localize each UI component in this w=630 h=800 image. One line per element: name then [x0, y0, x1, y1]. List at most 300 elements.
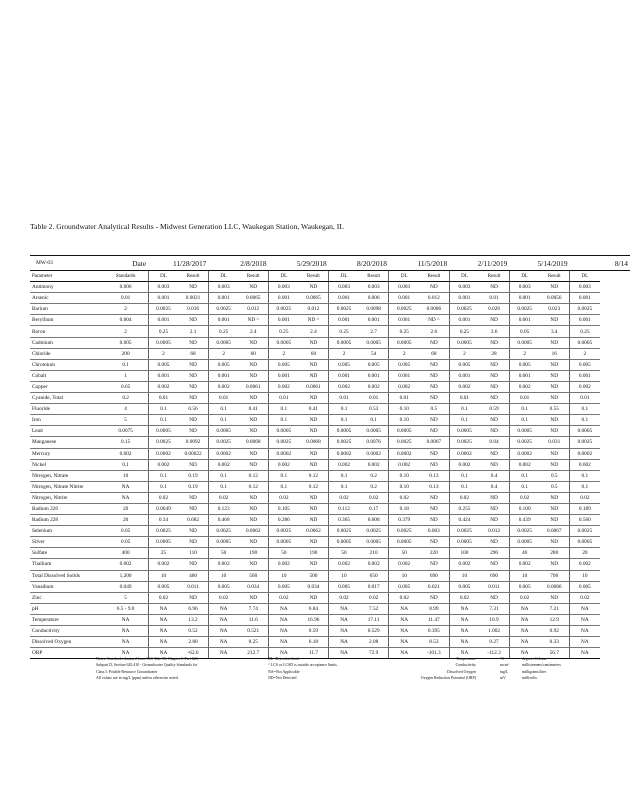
dl-cell: 0.001	[148, 315, 178, 326]
dl-header: DL	[570, 271, 600, 282]
result-cell: ND	[299, 370, 329, 381]
dl-cell: 0.0025	[148, 304, 178, 315]
dl-cell: 0.0025	[389, 526, 419, 537]
dl-cell: 0.005	[509, 359, 539, 370]
result-cell: 0.016	[178, 304, 208, 315]
dl-cell: 0.002	[570, 559, 600, 570]
dl-cell: 50	[269, 548, 299, 559]
dl-header: DL	[509, 271, 539, 282]
result-cell: 0.41	[238, 404, 268, 415]
table-row	[30, 570, 630, 581]
result-cell: 68	[178, 348, 208, 359]
result-cell: ND	[178, 415, 208, 426]
dl-cell: 0.001	[389, 370, 419, 381]
result-cell: 17.11	[359, 614, 389, 625]
parameter-cell: Nitrogen, Nitrite	[30, 492, 104, 503]
note-line: milligrams/liter	[522, 669, 547, 674]
result-cell: ND	[238, 503, 268, 514]
parameter-cell: Radium 228	[30, 515, 104, 526]
dl-cell: 0.0005	[329, 537, 359, 548]
dl-cell: 0.0005	[389, 337, 419, 348]
result-cell: 190	[238, 548, 268, 559]
result-cell: 6.18	[299, 637, 329, 648]
result-cell: 0.034	[238, 581, 268, 592]
standard-cell: 0.006	[104, 282, 149, 293]
result-cell: 0.023	[539, 304, 569, 315]
standard-cell: 5	[104, 415, 149, 426]
dl-cell: 0.0025	[208, 526, 238, 537]
result-cell: ND	[419, 448, 449, 459]
standard-cell: 0.004	[104, 315, 149, 326]
dl-cell: 0.003	[389, 282, 419, 293]
standard-cell: 0.005	[104, 337, 149, 348]
dl-cell: 0.001	[329, 315, 359, 326]
dl-cell: 0.1	[329, 470, 359, 481]
result-cell: ND	[238, 393, 268, 404]
dl-cell: 0.001	[148, 370, 178, 381]
dl-cell: 0.001	[449, 370, 479, 381]
dl-cell: 0.005	[148, 359, 178, 370]
dl-cell: 0.0025	[208, 437, 238, 448]
dl-cell: 0.0002	[570, 448, 600, 459]
result-cell: 8.53	[419, 637, 449, 648]
result-cell: 7.21	[539, 603, 569, 614]
dl-cell: 0.10	[389, 481, 419, 492]
result-cell: ND	[178, 503, 208, 514]
parameter-cell: Boron	[30, 326, 104, 337]
result-cell: ND	[419, 559, 449, 570]
result-cell: ND	[238, 359, 268, 370]
result-cell: 0.2	[359, 470, 389, 481]
dl-cell: 0.25	[570, 326, 600, 337]
result-cell: ND	[479, 537, 509, 548]
dl-cell: 0.02	[509, 592, 539, 603]
dl-cell: 0.0005	[570, 426, 600, 437]
dl-cell: 20	[570, 548, 600, 559]
dl-cell: 0.005	[329, 581, 359, 592]
result-cell: ND	[479, 359, 509, 370]
dl-cell: 0.002	[570, 459, 600, 470]
sample-date: 8/14	[570, 256, 630, 271]
dl-cell: 0.02	[269, 492, 299, 503]
dl-cell: 0.0025	[269, 304, 299, 315]
sample-date: 5/29/2018	[269, 256, 329, 271]
note-line: Temperature	[456, 657, 476, 661]
result-cell: 690	[419, 570, 449, 581]
result-cell: ND	[419, 503, 449, 514]
well-id: MW-03	[30, 256, 104, 271]
sample-date: 2/11/2019	[449, 256, 509, 271]
note-line: Conductivity	[455, 663, 476, 668]
result-header: Result	[539, 271, 569, 282]
dl-cell: 0.0025	[329, 437, 359, 448]
dl-cell: 0.0025	[329, 304, 359, 315]
dl-cell: 0.02	[269, 592, 299, 603]
result-cell: ND	[419, 415, 449, 426]
dl-cell: NA	[389, 648, 419, 659]
result-cell: ND	[178, 282, 208, 293]
result-cell: ND	[419, 537, 449, 548]
dl-cell: 0.34	[148, 515, 178, 526]
dl-cell: 0.379	[389, 515, 419, 526]
table-row	[30, 315, 630, 326]
result-cell: 0.0061	[299, 381, 329, 392]
standard-cell: 5	[104, 592, 149, 603]
result-cell: ND	[419, 592, 449, 603]
parameter-cell: Total Dissolved Solids	[30, 570, 104, 581]
dl-cell: 0.0005	[208, 337, 238, 348]
result-cell: 0.01	[359, 393, 389, 404]
result-cell: 0.2	[359, 481, 389, 492]
result-cell: 0.0021	[178, 293, 208, 304]
dl-cell: 0.001	[509, 370, 539, 381]
result-cell: ND	[178, 492, 208, 503]
dl-cell: NA	[449, 614, 479, 625]
standard-cell: 0.01	[104, 293, 149, 304]
dl-cell: 0.003	[449, 282, 479, 293]
notes-definitions	[96, 656, 199, 682]
table-row	[30, 515, 630, 526]
result-cell: 0.1	[359, 415, 389, 426]
parameter-cell: Vanadium	[30, 581, 104, 592]
result-cell: -101.3	[419, 648, 449, 659]
result-cell: ND	[299, 503, 329, 514]
table-row	[30, 448, 630, 459]
result-cell: 0.001	[359, 370, 389, 381]
dl-cell: 0.003	[269, 282, 299, 293]
dl-cell: 2	[449, 348, 479, 359]
result-cell: 3.6	[479, 326, 509, 337]
dl-cell: 0.123	[208, 503, 238, 514]
dl-cell: NA	[329, 614, 359, 625]
result-cell: 0.59	[299, 626, 329, 637]
table-row	[30, 381, 630, 392]
table-row	[30, 415, 630, 426]
notes-units	[500, 656, 509, 682]
result-cell: ND	[419, 381, 449, 392]
dl-cell: 0.01	[208, 393, 238, 404]
standard-cell: 0.65	[104, 381, 149, 392]
notes-unit-descriptions	[522, 656, 561, 682]
result-cell: 16	[539, 348, 569, 359]
result-cell: 0.00022	[178, 448, 208, 459]
dl-cell: 0.001	[389, 315, 419, 326]
dl-cell: 0.1	[148, 415, 178, 426]
dl-cell: 0.0025	[389, 304, 419, 315]
dl-cell: 0.10	[389, 404, 419, 415]
parameter-cell: Thallium	[30, 559, 104, 570]
table-row	[30, 293, 630, 304]
result-cell: 0.0086	[419, 304, 449, 315]
note-line: Notes: Standards obtained from IAC Title 35, Chapter I, Part 620,	[96, 657, 199, 661]
dl-cell: 0.25	[269, 326, 299, 337]
dl-cell: NA	[208, 637, 238, 648]
parameter-cell: Selenium	[30, 526, 104, 537]
result-cell: ND	[479, 337, 509, 348]
result-cell: 0.011	[479, 581, 509, 592]
result-cell: 650	[359, 570, 389, 581]
result-cell: 0.0005	[359, 537, 389, 548]
result-cell: 0.02	[359, 592, 389, 603]
parameter-cell: Conductivity	[30, 626, 104, 637]
result-cell: ND	[539, 515, 569, 526]
table-row	[30, 592, 630, 603]
result-cell: 212.7	[238, 648, 268, 659]
dl-cell: 0.005	[208, 359, 238, 370]
dl-cell: 0.001	[269, 293, 299, 304]
dl-cell: 0.02	[208, 492, 238, 503]
table-row	[30, 326, 630, 337]
dl-cell: 0.0025	[148, 437, 178, 448]
dl-cell: 0.0025	[449, 437, 479, 448]
result-cell: 0.0068	[238, 437, 268, 448]
result-cell: 16.96	[299, 614, 329, 625]
result-cell: ND	[539, 282, 569, 293]
dl-cell: NA	[269, 603, 299, 614]
dl-cell: 0.001	[208, 293, 238, 304]
dl-cell: NA	[148, 603, 178, 614]
dl-cell: 0.0005	[208, 426, 238, 437]
result-cell: 0.0005	[359, 337, 389, 348]
dl-cell: 0.001	[449, 293, 479, 304]
result-cell: 0.4	[479, 470, 509, 481]
table-row	[30, 537, 630, 548]
standard-cell: 1	[104, 370, 149, 381]
result-cell: ND ^	[238, 315, 268, 326]
result-cell: 0.0065	[238, 293, 268, 304]
result-cell: ND	[299, 515, 329, 526]
dl-cell: 0.0025	[148, 526, 178, 537]
dl-cell: NA	[208, 626, 238, 637]
standard-cell: 0.002	[104, 559, 149, 570]
result-cell: ND	[299, 459, 329, 470]
result-cell: ND	[479, 282, 509, 293]
dl-cell: 0.0005	[329, 426, 359, 437]
dl-cell: NA	[449, 626, 479, 637]
result-cell: 0.5	[539, 470, 569, 481]
dl-cell: 0.02	[570, 492, 600, 503]
dl-cell: 0.001	[269, 315, 299, 326]
result-cell: ND	[539, 559, 569, 570]
result-cell: ND	[299, 559, 329, 570]
dl-cell: 0.005	[269, 581, 299, 592]
dl-cell: NA	[208, 603, 238, 614]
result-cell: ND	[539, 359, 569, 370]
dl-cell: NA	[389, 637, 419, 648]
result-cell: 0.529	[359, 626, 389, 637]
dl-cell: 100	[449, 548, 479, 559]
result-cell: 0.92	[539, 626, 569, 637]
result-cell: 7.52	[359, 603, 389, 614]
table-row	[30, 503, 630, 514]
dl-cell: 0.01	[148, 393, 178, 404]
result-header: Result	[178, 271, 208, 282]
dl-cell: 2	[208, 348, 238, 359]
dl-cell: NA	[208, 648, 238, 659]
dl-cell: 0.0025	[208, 304, 238, 315]
dl-cell: 0.0005	[449, 537, 479, 548]
dl-cell: 0.0005	[509, 337, 539, 348]
parameter-cell: Arsenic	[30, 293, 104, 304]
result-cell: ND	[238, 282, 268, 293]
result-cell: 0.25	[238, 637, 268, 648]
dl-cell: NA	[329, 603, 359, 614]
table-row	[30, 404, 630, 415]
date-header-row	[30, 256, 630, 271]
result-cell: 11.7	[299, 648, 329, 659]
dl-cell: 0.005	[389, 581, 419, 592]
result-cell: ND	[539, 415, 569, 426]
result-cell: ND	[539, 393, 569, 404]
result-header: Result	[419, 271, 449, 282]
dl-cell: 0.01	[570, 393, 600, 404]
dl-cell: NA	[148, 614, 178, 625]
standard-cell: 10	[104, 470, 149, 481]
result-cell: 0.4	[479, 481, 509, 492]
result-cell: 0.0062	[238, 526, 268, 537]
parameter-cell: Manganese	[30, 437, 104, 448]
table-row	[30, 282, 630, 293]
dl-cell: 0.02	[329, 592, 359, 603]
result-cell: 0.0025	[359, 526, 389, 537]
dl-cell: 0.005	[329, 359, 359, 370]
result-cell: ND	[299, 415, 329, 426]
table-row	[30, 348, 630, 359]
dl-cell: 0.0005	[148, 337, 178, 348]
result-cell: 6.84	[299, 603, 329, 614]
dl-cell: 0.002	[449, 559, 479, 570]
parameter-cell: Radium 226	[30, 503, 104, 514]
dl-cell: 2	[509, 348, 539, 359]
dl-cell: 0.002	[449, 459, 479, 470]
parameter-cell: pH	[30, 603, 104, 614]
sample-date: 5/14/2019	[509, 256, 569, 271]
dl-cell: 0.25	[208, 326, 238, 337]
dl-cell: 0.0005	[148, 537, 178, 548]
result-cell: ND	[479, 515, 509, 526]
table-row	[30, 526, 630, 537]
dl-cell: 2	[329, 348, 359, 359]
result-cell: 210	[359, 548, 389, 559]
result-header: Result	[299, 271, 329, 282]
dl-cell: 0.0025	[509, 304, 539, 315]
note-line: ND=Not Detected	[268, 676, 297, 681]
result-cell: 0.13	[419, 470, 449, 481]
standard-cell: NA	[104, 637, 149, 648]
standard-cell: 0.2	[104, 393, 149, 404]
result-cell: 0.56	[178, 404, 208, 415]
dl-cell: 0.003	[329, 282, 359, 293]
result-cell: ND	[178, 426, 208, 437]
dl-cell: 0.002	[148, 381, 178, 392]
parameter-cell: Zinc	[30, 592, 104, 603]
standard-cell: 200	[104, 348, 149, 359]
dl-cell: 0.005	[208, 581, 238, 592]
standard-cell: 0.05	[104, 537, 149, 548]
result-cell: 2.4	[299, 326, 329, 337]
dl-cell: 0.560	[570, 515, 600, 526]
result-cell: ND	[479, 315, 509, 326]
parameter-cell: Chromium	[30, 359, 104, 370]
result-cell: 0.012	[299, 304, 329, 315]
dl-cell: 0.002	[148, 459, 178, 470]
table-row	[30, 637, 630, 648]
dl-cell: NA	[148, 637, 178, 648]
parameter-cell: Silver	[30, 537, 104, 548]
dl-cell: 0.005	[269, 359, 299, 370]
table-row	[30, 559, 630, 570]
result-cell: ND	[419, 370, 449, 381]
dl-cell: NA	[269, 614, 299, 625]
dl-cell: NA	[329, 637, 359, 648]
note-line: Subpart D, Section 620.410 - Groundwater Quality Standards for	[96, 663, 198, 668]
result-cell: 0.0061	[238, 381, 268, 392]
dl-cell: 10	[509, 570, 539, 581]
result-cell: 190	[299, 548, 329, 559]
result-cell: ND	[299, 359, 329, 370]
standard-cell: 20	[104, 515, 149, 526]
parameter-cell: Cobalt	[30, 370, 104, 381]
result-cell: 2.08	[359, 637, 389, 648]
result-cell: ND	[299, 393, 329, 404]
dl-cell: 0.02	[509, 492, 539, 503]
standard-cell: 6.5 - 9.0	[104, 603, 149, 614]
result-cell: 280	[539, 548, 569, 559]
result-cell: ND	[299, 282, 329, 293]
table-row	[30, 470, 630, 481]
dl-cell: 0.0005	[269, 426, 299, 437]
standard-cell: 0.049	[104, 581, 149, 592]
dl-cell: 0.1	[570, 404, 600, 415]
result-cell: 0.005	[359, 359, 389, 370]
result-cell: ND	[419, 282, 449, 293]
dl-cell: NA	[570, 648, 600, 659]
result-cell: 0.017	[359, 581, 389, 592]
dl-cell: 0.01	[509, 393, 539, 404]
result-cell: ND	[178, 559, 208, 570]
result-cell: 60	[299, 348, 329, 359]
dl-cell: 10	[269, 570, 299, 581]
note-line: mg/L	[500, 669, 509, 674]
dl-cell: 0.25	[449, 326, 479, 337]
dl-cell: 2	[148, 348, 178, 359]
dl-cell: 0.005	[148, 581, 178, 592]
parameter-cell: Nitrogen, Nitrate Nitrite	[30, 481, 104, 492]
result-cell: 0.0098	[359, 304, 389, 315]
result-cell: ND	[238, 559, 268, 570]
dl-cell: 0.001	[509, 315, 539, 326]
dl-cell: 0.002	[509, 381, 539, 392]
result-cell: 0.02	[359, 492, 389, 503]
table-row	[30, 359, 630, 370]
result-cell: 0.002	[359, 381, 389, 392]
result-header: Result	[479, 271, 509, 282]
result-cell: 0.59	[479, 404, 509, 415]
result-cell: 11.6	[238, 614, 268, 625]
note-line: Class I: Potable Resource Groundwater	[96, 669, 158, 674]
note-line: degrees Celsius	[522, 657, 547, 661]
dl-cell: 0.1	[269, 470, 299, 481]
dl-cell: 10	[148, 570, 178, 581]
dl-cell: 0.001	[449, 315, 479, 326]
result-cell: 0.27	[479, 637, 509, 648]
dl-cell: 0.1	[208, 404, 238, 415]
dl-cell: 0.1	[509, 470, 539, 481]
result-cell: ND	[479, 426, 509, 437]
result-cell: 290	[479, 548, 509, 559]
parameter-cell: Nitrogen, Nitrate	[30, 470, 104, 481]
dl-cell: 0.365	[329, 515, 359, 526]
